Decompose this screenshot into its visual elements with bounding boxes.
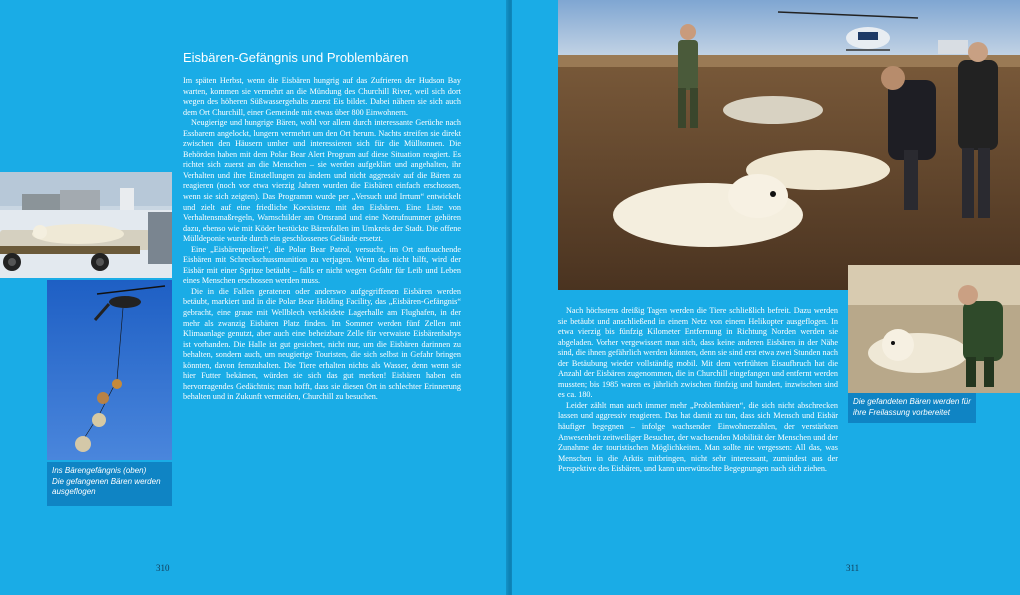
- left-page: [0, 0, 508, 595]
- left-paragraph-3: Eine „Eisbärenpolizei“, die Polar Bear Patrol, versucht, im Ort auftauchende Eisbären mit Schreckschussmunition zu verjagen. Wenn das nicht hilft, wird der Eisbär mit einer Spritze betäubt – falls er nicht wegen Gefahr für Leib und Leben eines Menschen erschossen werden muss.: [183, 244, 461, 286]
- caption-left-line2: Die gefangenen Bären werden ausgeflogen: [52, 476, 161, 496]
- right-page: [512, 0, 1020, 595]
- left-paragraph-2: Neugierige und hungrige Bären, wohl vor allem durch interessante Gerüche nach Essbarem angelockt, lungern vermehrt um den Ort herum. Nachts streifen sie direkt zwischen den Häusern umher und interessieren sich für die Mülltonnen. Die Behörden haben mit dem Polar Bear Alert Program auf diese Situation reagiert. Es richtet sich zuerst an die Menschen – sie werden aufgeklärt und angehalten, ihr Verhalten und ihre Einstellungen zu ändern und nicht aggressiv auf die Bären zu reagieren (noch vor etwa vierzig Jahren wurden die Eisbären einfach erschossen, wenn sie sich zeigten). Das Programm wurde per „Versuch und Irrtum“ entwickelt und zielt auf eine friedliche Koexistenz mit den Eisbären. Eine Liste von Verhaltensmaßregeln, Warnschilder am Ortsrand und eine Notrufnummer gehören dazu, ebenso wie mit Köder bestückte Bärenfallen im Umkreis der Stadt. Die offene Mülldeponie wurde durch ein geschlossenes Gelände ersetzt.: [183, 118, 461, 244]
- left-paragraph-4: Die in die Fallen geratenen oder anderswo aufgegriffenen Eisbären werden betäubt, markiert und in die Polar Bear Holding Facility, das „Eisbären-Gefängnis“ gebracht, eine graue mit Wellblech verkleidete Lagerhalle am Flughafen, in der mehr als zwanzig Eisbären Platz finden. Im Sommer werden fünf Zellen mit Klimaanlage genutzt, aber auch eine beheizbare Zelle für verwaiste Eisbärenbabys ist vorhanden. Die Halle ist gut gesichert, nicht nur, um die Eisbären darinnen zu behalten, sondern auch, um neugierige Touristen, die sich selbst in Gefahr bringen könnten, davon fernzuhalten. Die Tiere erhalten nichts als Wasser, denn wenn sie hier Futter bekämen, würden sie sich das gut merken! Eisbären haben ein hervorragendes Gedächtnis; man hofft, dass sie diesen Ort in schlechter Erinnerung behalten und in Zukunft vermeiden, Churchill zu besuchen.: [183, 286, 461, 402]
- page-number-right: 311: [846, 563, 860, 573]
- right-paragraph-2: Leider zählt man auch immer mehr „Problembären“, die sich nicht abschrecken lassen und aggressiv reagieren. Das hat damit zu tun, dass sich Mensch und Eisbär häufiger begegnen – infolge wachsender Einwohnerzahlen, der verstärkten Anwesenheit zeitweiliger Besucher, der wachsenden Mobilität der Menschen und der Zunahme der touristischen Möglichkeiten. Man sollte nie vergessen: All das, was Menschen in die Arktis mitbringen, nicht sehr interessant, zumindest aus der Perspektive des Eisbären, und kann unerwünschte Begegnungen nach sich ziehen.: [558, 400, 838, 474]
- photo-tranquilized-bears: [558, 0, 1020, 290]
- page-number-left: 310: [156, 563, 170, 573]
- right-body-text: [558, 306, 838, 475]
- photo-man-with-bear: [848, 265, 1020, 393]
- caption-left: [47, 462, 172, 506]
- caption-right: Die gefandeten Bären werden für ihre Freilassung vorbereitet: [848, 393, 976, 423]
- photo-helicopter-nets: [47, 280, 172, 460]
- page-heading: Eisbären-Gefängnis und Problembären: [183, 50, 409, 65]
- photo-bear-on-trailer: [0, 172, 172, 278]
- caption-left-line1: Ins Bärengefängnis (oben): [52, 466, 147, 475]
- right-paragraph-1: Nach höchstens dreißig Tagen werden die Tiere schließlich befreit. Dazu werden sie betäubt und anschließend in einem Netz von einem Helikopter ausgeflogen. In etwa vierzig bis fünfzig Kilometer Entfernung in Richtung Norden werden sie abgeladen. Vorher vergewissert man sich, dass keine anderen Eisbären in der Nähe sind, die ihnen gefährlich werden könnten, denn sie sind erst etwa zwei Stunden nach der Betäubung wieder vollständig mobil. Mit dem verfrühten Eisaufbruch hat die Anzahl der Eisbären zugenommen, die in Churchill eingefangen und entfernt werden mussten; bis 1985 waren es jährlich zwischen fünfzig und hundert, inzwischen sind es ca. 180.: [558, 306, 838, 400]
- left-body-text: [183, 76, 461, 403]
- left-paragraph-1: Im späten Herbst, wenn die Eisbären hungrig auf das Zufrieren der Hudson Bay warten, kommen sie vermehrt an die Mündung des Churchill River, weil sich dort wegen des höheren Süßwassergehalts zuerst Eis bildet. Dabei nähern sie sich auch dem Ort Churchill, einer Gemeinde mit etwas über 800 Einwohnern.: [183, 76, 461, 117]
